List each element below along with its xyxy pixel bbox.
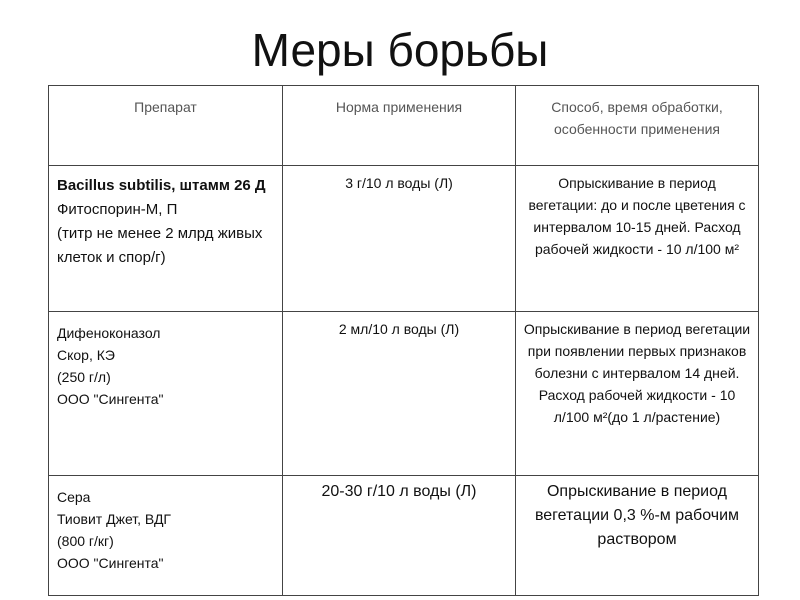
treatment-table xyxy=(48,85,759,596)
table-row xyxy=(49,476,759,596)
preparation-product: Тиовит Джет, ВДГ xyxy=(57,511,172,527)
preparation-strain: Bacillus subtilis, штамм 26 Д xyxy=(57,177,266,194)
preparation-substance: Дифеноконазол xyxy=(57,325,161,341)
application-method: Опрыскивание в период вегетации 0,3 %-м рабочим раствором xyxy=(534,483,740,548)
cell-preparation xyxy=(49,312,283,476)
table-row xyxy=(49,312,759,476)
slide-title: Меры борьбы xyxy=(251,24,549,76)
header-cell-method xyxy=(516,86,759,166)
preparation-product: Скор, КЭ xyxy=(57,347,115,363)
preparation-substance: Сера xyxy=(57,489,91,505)
preparation-name xyxy=(49,476,282,574)
cell-preparation xyxy=(49,166,283,312)
preparation-titer: (титр не менее 2 млрд живых клеток и спор/г) xyxy=(57,225,263,266)
header-rate: Норма применения xyxy=(335,99,463,115)
application-method: Опрыскивание в период вегетации при появлении первых признаков болезни с интервалом 14 дней. Расход рабочей жидкости - 10 л/100 м²(до 1 л/растение) xyxy=(523,321,751,425)
application-rate: 20-30 г/10 л воды (Л) xyxy=(321,483,477,500)
application-rate: 2 мл/10 л воды (Л) xyxy=(338,321,460,337)
application-method: Опрыскивание в период вегетации: до и после цветения с интервалом 10-15 дней. Расход рабочей жидкости - 10 л/100 м² xyxy=(528,175,746,257)
cell-method xyxy=(516,476,759,596)
preparation-concentration: (800 г/кг) xyxy=(57,533,114,549)
table-row xyxy=(49,166,759,312)
preparation-name xyxy=(49,312,282,410)
application-rate: 3 г/10 л воды (Л) xyxy=(345,175,453,191)
cell-method xyxy=(516,312,759,476)
preparation-concentration: (250 г/л) xyxy=(57,369,111,385)
cell-rate xyxy=(283,166,516,312)
header-cell-preparation xyxy=(49,86,283,166)
header-preparation: Препарат xyxy=(134,99,197,115)
preparation-product: Фитоспорин-М, П xyxy=(57,201,178,218)
cell-preparation xyxy=(49,476,283,596)
cell-rate xyxy=(283,476,516,596)
cell-method xyxy=(516,166,759,312)
cell-rate xyxy=(283,312,516,476)
preparation-name xyxy=(49,166,282,270)
preparation-manufacturer: ООО "Сингента" xyxy=(57,391,164,407)
preparation-manufacturer: ООО "Сингента" xyxy=(57,555,164,571)
header-cell-rate xyxy=(283,86,516,166)
header-method: Способ, время обработки, особенности применения xyxy=(551,99,723,137)
table-header-row xyxy=(49,86,759,166)
